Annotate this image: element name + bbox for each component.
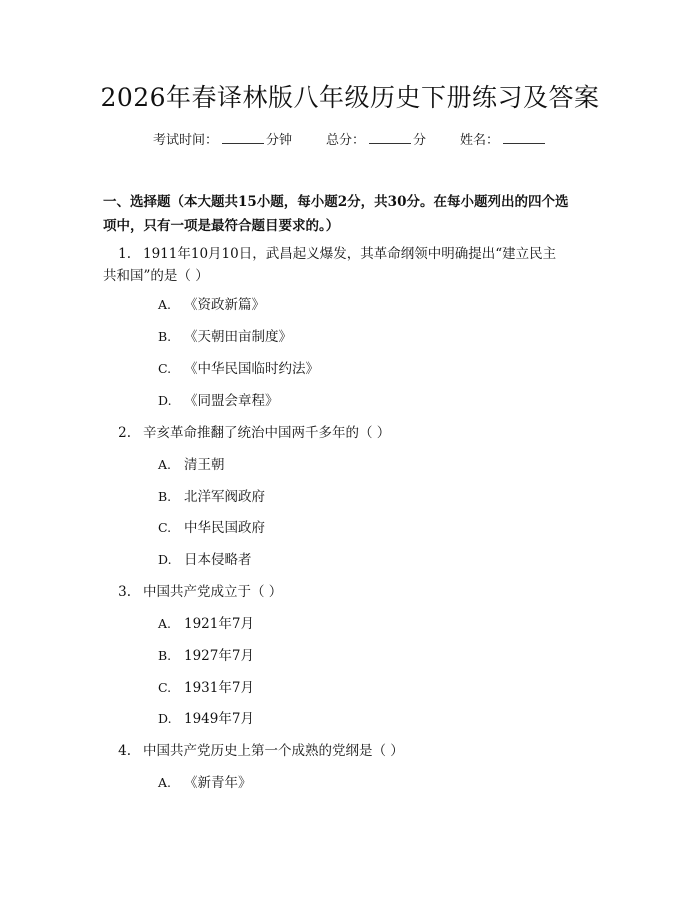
option-text: 1931年7月 bbox=[184, 680, 254, 696]
question-stem-line1: 中国共产党历史上第一个成熟的党纲是（ ） bbox=[143, 743, 404, 759]
option-letter: A. bbox=[158, 457, 172, 472]
option-3d bbox=[158, 709, 578, 729]
option-2c bbox=[158, 518, 578, 538]
question-stem-line1: 1911年10月10日，武昌起义爆发，其革命纲领中明确提出“建立民主 bbox=[143, 246, 557, 262]
option-letter: C. bbox=[158, 520, 172, 535]
option-letter: B. bbox=[158, 648, 172, 663]
time-blank bbox=[222, 131, 264, 144]
question-number: 4. bbox=[118, 743, 131, 759]
exam-time-field bbox=[153, 130, 292, 152]
question-stem-line1: 中国共产党成立于（ ） bbox=[143, 584, 283, 600]
option-4a bbox=[158, 773, 578, 793]
score-unit: 分 bbox=[413, 133, 427, 148]
name-field bbox=[460, 130, 547, 152]
total-score-field bbox=[326, 130, 426, 152]
option-letter: B. bbox=[158, 329, 172, 344]
question-3 bbox=[103, 581, 603, 603]
option-text: 1927年7月 bbox=[184, 648, 254, 664]
option-text: 1949年7月 bbox=[184, 711, 254, 727]
option-letter: C. bbox=[158, 361, 172, 376]
option-letter: A. bbox=[158, 297, 172, 312]
option-2a bbox=[158, 455, 578, 475]
option-1c bbox=[158, 359, 578, 379]
option-3a bbox=[158, 614, 578, 634]
name-label: 姓名： bbox=[460, 133, 500, 148]
section-heading-line1: 一、选择题（本大题共15小题，每小题2分，共30分。在每小题列出的四个选 bbox=[103, 194, 569, 210]
question-2 bbox=[103, 422, 603, 444]
question-number: 2. bbox=[118, 425, 131, 441]
option-text: 《资政新篇》 bbox=[184, 297, 265, 313]
question-stem-line1: 辛亥革命推翻了统治中国两千多年的（ ） bbox=[143, 425, 391, 441]
exam-meta bbox=[0, 130, 700, 152]
option-1a bbox=[158, 295, 578, 315]
section-heading bbox=[103, 190, 603, 238]
option-2d bbox=[158, 550, 578, 570]
time-unit: 分钟 bbox=[265, 133, 292, 148]
question-1 bbox=[103, 243, 603, 287]
option-letter: A. bbox=[158, 775, 172, 790]
option-letter: C. bbox=[158, 680, 172, 695]
option-text: 北洋军阀政府 bbox=[184, 489, 265, 505]
question-number: 1. bbox=[118, 246, 131, 262]
score-blank bbox=[369, 131, 411, 144]
document-title: 2026年春译林版八年级历史下册练习及答案 bbox=[100, 83, 600, 112]
option-text: 中华民国政府 bbox=[184, 520, 265, 536]
section-heading-line2: 项中，只有一项是最符合题目要求的。） bbox=[103, 218, 340, 234]
option-3c bbox=[158, 678, 578, 698]
question-number: 3. bbox=[118, 584, 131, 600]
question-4 bbox=[103, 740, 603, 762]
option-letter: D. bbox=[158, 393, 172, 408]
option-text: 日本侵略者 bbox=[184, 552, 252, 568]
option-text: 清王朝 bbox=[184, 457, 225, 473]
option-letter: D. bbox=[158, 711, 172, 726]
option-letter: B. bbox=[158, 489, 172, 504]
option-1b bbox=[158, 327, 578, 347]
option-text: 1921年7月 bbox=[184, 616, 254, 632]
option-text: 《新青年》 bbox=[184, 775, 252, 791]
option-text: 《同盟会章程》 bbox=[184, 393, 279, 409]
score-label: 总分： bbox=[325, 133, 365, 148]
option-letter: D. bbox=[158, 552, 172, 567]
option-2b bbox=[158, 487, 578, 507]
option-text: 《天朝田亩制度》 bbox=[184, 329, 292, 345]
name-blank bbox=[503, 131, 545, 144]
option-letter: A. bbox=[158, 616, 172, 631]
time-label: 考试时间： bbox=[152, 133, 218, 148]
option-text: 《中华民国临时约法》 bbox=[184, 361, 319, 377]
option-1d bbox=[158, 391, 578, 411]
question-stem-line2: 共和国”的是（ ） bbox=[103, 268, 209, 284]
option-3b bbox=[158, 646, 578, 666]
